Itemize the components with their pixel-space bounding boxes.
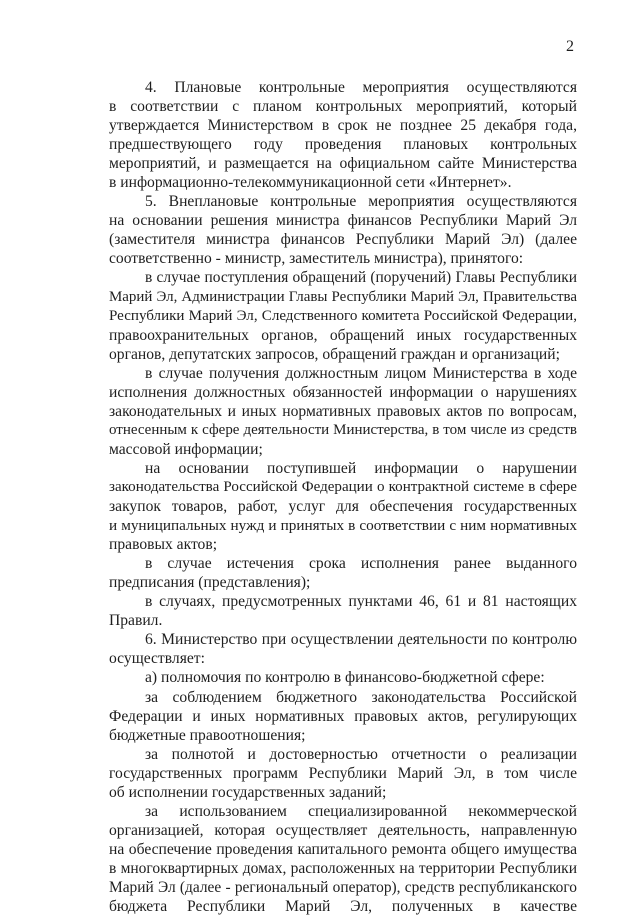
text-line: в соответствии с планом контрольных мероприятий, который [109, 98, 577, 116]
text-line: утверждается Министерством в срок не позднее 25 декабря года, [109, 117, 577, 135]
text-line: в многоквартирных домах, расположенных на территории Республики [109, 859, 577, 877]
text-line: на основании поступившей информации о нарушении [145, 459, 577, 477]
text-line: Республики Марий Эл, Следственного комитета Российской Федерации, [109, 307, 577, 324]
text-line: в случаях, предусмотренных пунктами 46, 61 и 81 настоящих [145, 593, 577, 611]
text-line: Федерации и иных нормативных правовых актов, регулирующих [109, 707, 577, 725]
text-line: (заместителя министра финансов Республики Марий Эл) (далее [109, 231, 577, 249]
page-number: 2 [566, 38, 574, 55]
text-line: на основании решения министра финансов Республики Марий Эл [109, 212, 577, 230]
text-line: массовой информации; [109, 440, 263, 458]
text-line: предшествующего году проведения плановых контрольных [109, 136, 577, 154]
text-line: об исполнении государственных заданий; [109, 783, 387, 801]
text-line: государственных программ Республики Марий Эл, в том числе [109, 764, 577, 782]
text-line: Марий Эл (далее - региональный оператор), средств республиканского [109, 878, 577, 896]
text-line: и муниципальных нужд и принятых в соответствии с ним нормативных [109, 517, 577, 535]
text-line: в информационно-телекоммуникационной сети «Интернет». [109, 174, 512, 192]
text-line: за использованием специализированной некоммерческой [145, 802, 577, 820]
text-line: предписания (представления); [109, 574, 311, 592]
text-line: в случае поступления обращений (поручений) Главы Республики [145, 269, 577, 287]
text-line: бюджетные правоотношения; [109, 726, 306, 744]
text-line: организацией, которая осуществляет деятельность, направленную [109, 821, 577, 839]
text-line: законодательства Российской Федерации о контрактной системе в сфере [109, 478, 577, 495]
text-line: Марий Эл, Администрации Главы Республики Марий Эл, Правительства [109, 288, 577, 305]
text-line: осуществляет: [109, 650, 205, 668]
text-line: 5. Внеплановые контрольные мероприятия осуществляются [145, 193, 577, 211]
text-line: за соблюдением бюджетного законодательства Российской [145, 688, 577, 706]
text-line: правовых актов; [109, 536, 218, 554]
text-line: 6. Министерство при осуществлении деятельности по контролю [145, 631, 577, 649]
text-line: законодательных и иных нормативных правовых актов по вопросам, [109, 402, 577, 420]
text-line: Правил. [109, 612, 163, 630]
text-line: правоохранительных органов, обращений иных государственных [109, 326, 577, 344]
text-line: 4. Плановые контрольные мероприятия осуществляются [145, 79, 577, 96]
text-line: органов, депутатских запросов, обращений граждан и организаций; [109, 345, 560, 363]
text-line: бюджета Республики Марий Эл, полученных в качестве [109, 898, 577, 916]
text-line: исполнения должностных обязанностей информации о нарушениях [109, 383, 577, 401]
text-line: закупок товаров, работ, услуг для обеспечения государственных [109, 498, 577, 516]
text-line: в случае получения должностным лицом Министерства в ходе [145, 364, 577, 382]
text-line: отнесенным к сфере деятельности Министерства, в том числе из средств [109, 421, 577, 438]
text-line: в случае истечения срока исполнения ранее выданного [145, 555, 577, 573]
text-line: на обеспечение проведения капитального ремонта общего имущества [109, 840, 577, 858]
text-line: соответственно - министр, заместитель министра), принятого: [109, 250, 524, 268]
text-line: а) полномочия по контролю в финансово-бюджетной сфере: [145, 669, 545, 687]
document-body-text [109, 78, 577, 916]
text-line: мероприятий, и размещается на официальном сайте Министерства [109, 155, 577, 173]
text-line: за полнотой и достоверностью отчетности о реализации [145, 745, 577, 763]
